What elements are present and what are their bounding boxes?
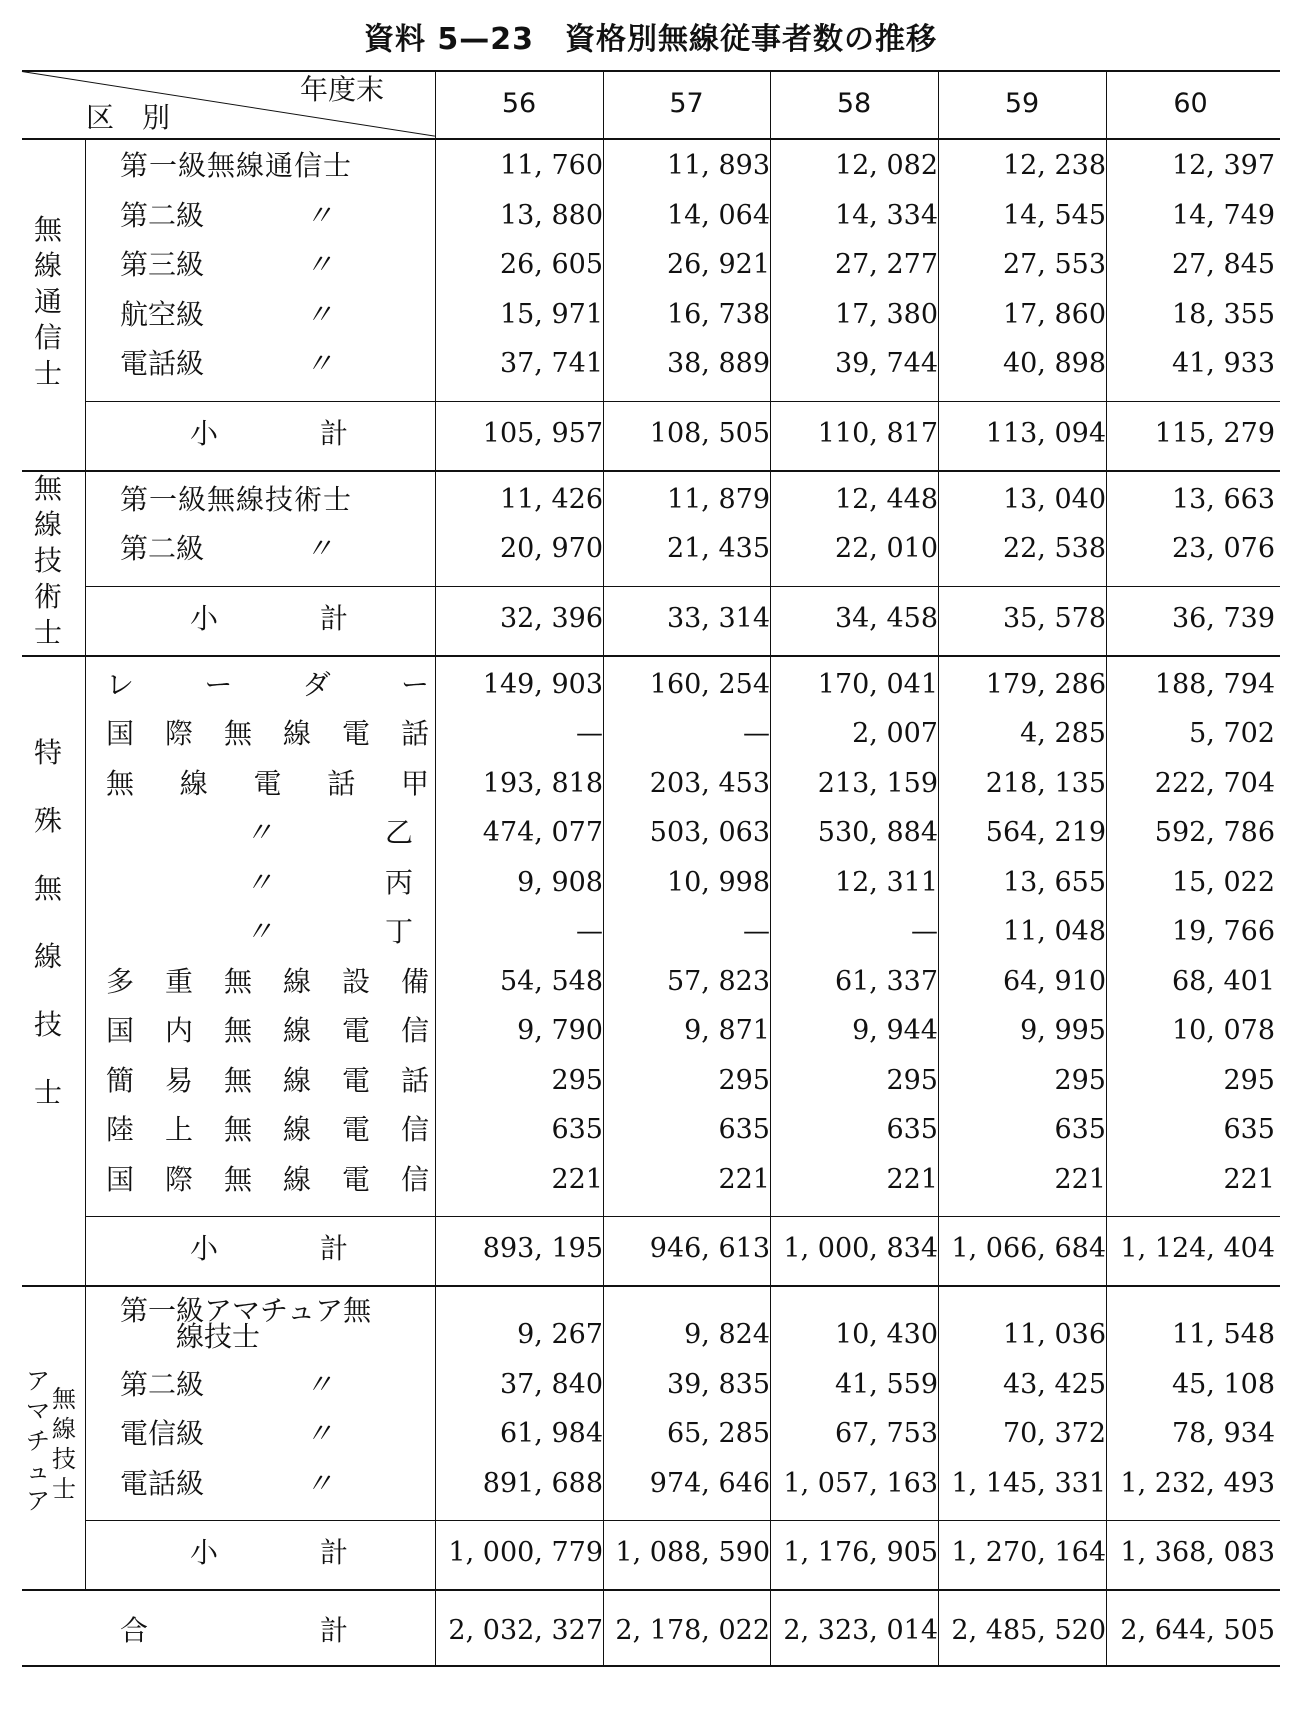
row-value-58: 39, 744 <box>834 348 938 379</box>
row-label: 第二級 <box>120 198 205 232</box>
group-label-char: 線 <box>33 248 62 282</box>
row-label-char: 無 <box>224 717 253 750</box>
row-label-char: 国 <box>106 1162 135 1196</box>
row-value-57: 9, 871 <box>684 1015 770 1046</box>
row-rule <box>22 138 1280 140</box>
row-value-59: 635 <box>1054 1114 1106 1145</box>
row-value-58: 12, 082 <box>834 150 938 181</box>
row-value-60: 68, 401 <box>1171 965 1275 997</box>
row-value-56: 26, 605 <box>499 249 603 280</box>
row-value-58: 1, 057, 163 <box>783 1467 938 1499</box>
row-value-60: 12, 397 <box>1171 150 1275 181</box>
row-value-59: 13, 655 <box>1002 866 1106 898</box>
row-label-char: ー <box>401 667 430 701</box>
row-value-59: 11, 048 <box>1002 916 1106 947</box>
row-value-56: 11, 426 <box>499 483 603 515</box>
subtotal-label-b: 計 <box>320 601 349 635</box>
row-value-58: — <box>911 916 938 947</box>
row-label-char: 電 <box>342 1162 371 1196</box>
row-value-57: 26, 921 <box>666 249 770 280</box>
total-label-a: 合 <box>120 1614 149 1647</box>
row-rule <box>85 586 1280 587</box>
row-label: 第一級アマチュア無 <box>120 1294 372 1327</box>
total-label-b: 計 <box>320 1614 349 1647</box>
row-rule <box>22 655 1280 657</box>
row-label-char: 信 <box>401 1014 430 1047</box>
row-value-59: 564, 219 <box>985 817 1106 848</box>
row-value-56: 37, 840 <box>499 1368 603 1400</box>
row-value-58: 17, 380 <box>834 298 938 330</box>
row-label-char: 話 <box>401 1063 430 1097</box>
row-label-char: 線 <box>283 964 312 998</box>
row-value-59: 13, 040 <box>1002 483 1106 515</box>
row-value-57: 221 <box>718 1163 770 1195</box>
row-label-char: 電 <box>342 1063 371 1097</box>
row-value-56: 9, 790 <box>517 1015 603 1046</box>
row-ditto: 〃 <box>305 297 334 331</box>
row-value-58: 22, 010 <box>834 533 938 564</box>
group-label-char: 殊 <box>33 803 62 837</box>
row-ditto: 〃 <box>305 248 334 281</box>
row-value-57: 21, 435 <box>666 533 770 564</box>
row-value-60: 13, 663 <box>1171 483 1275 515</box>
row-label-char: 備 <box>401 964 430 998</box>
group-label-char: 技 <box>52 1445 76 1473</box>
subtotal-value-56: 1, 000, 779 <box>448 1537 603 1568</box>
row-label-char: 電 <box>253 766 282 800</box>
row-value-58: 9, 944 <box>852 1015 938 1046</box>
row-ditto: 〃 <box>305 532 334 565</box>
total-value-56: 2, 032, 327 <box>448 1615 603 1646</box>
row-label: 電信級 <box>120 1417 205 1450</box>
row-label-cont: 線技士 <box>176 1320 261 1353</box>
row-value-56: 9, 908 <box>517 866 603 898</box>
row-label: 第一級無線技術士 <box>120 482 353 516</box>
row-rule <box>22 1665 1280 1667</box>
row-value-60: 635 <box>1223 1114 1275 1145</box>
group-label-char: 技 <box>33 1007 62 1041</box>
row-value-60: 18, 355 <box>1171 298 1275 330</box>
subtotal-label-a: 小 <box>190 601 219 635</box>
group-label-char: 無 <box>33 212 62 246</box>
row-value-58: 12, 448 <box>834 483 938 515</box>
total-value-59: 2, 485, 520 <box>951 1615 1106 1646</box>
subtotal-value-60: 1, 124, 404 <box>1120 1233 1275 1264</box>
row-label: 丁 <box>385 915 414 948</box>
subtotal-value-58: 110, 817 <box>817 417 938 449</box>
subtotal-value-56: 893, 195 <box>482 1233 603 1264</box>
row-value-56: 149, 903 <box>482 668 603 700</box>
row-label-char: 際 <box>165 717 194 750</box>
group-label-char: 無 <box>52 1385 76 1413</box>
row-label-char: 電 <box>342 1113 371 1146</box>
group-label-char: 線 <box>52 1415 76 1443</box>
total-value-57: 2, 178, 022 <box>615 1615 770 1646</box>
subtotal-value-57: 108, 505 <box>649 417 770 449</box>
row-label: 丙 <box>385 865 414 899</box>
row-label: 航空級 <box>120 297 205 331</box>
group-label-char: 線 <box>33 939 62 973</box>
row-value-58: 530, 884 <box>817 817 938 848</box>
row-value-57: 38, 889 <box>666 348 770 379</box>
row-label-char: 無 <box>224 1014 253 1047</box>
subtotal-label-a: 小 <box>190 1232 219 1265</box>
row-value-60: 10, 078 <box>1171 1015 1275 1046</box>
row-value-58: 12, 311 <box>834 866 938 898</box>
subtotal-value-57: 946, 613 <box>649 1233 770 1264</box>
row-label-char: レ <box>106 667 135 701</box>
row-value-58: 41, 559 <box>834 1368 938 1400</box>
row-label-char: 国 <box>106 717 135 750</box>
row-value-60: 14, 749 <box>1171 199 1275 231</box>
row-value-60: 188, 794 <box>1154 668 1275 700</box>
row-value-60: 1, 232, 493 <box>1120 1467 1275 1499</box>
row-rule <box>85 1520 1280 1521</box>
row-label-char: 線 <box>283 1014 312 1047</box>
row-value-56: 11, 760 <box>499 150 603 181</box>
subtotal-value-58: 1, 000, 834 <box>783 1233 938 1264</box>
row-label-char: 話 <box>327 766 356 800</box>
row-label-char: 電 <box>342 717 371 750</box>
row-value-60: 295 <box>1223 1064 1275 1096</box>
row-value-57: 9, 824 <box>684 1319 770 1350</box>
row-rule <box>22 1285 1280 1287</box>
row-label-char: 線 <box>283 1063 312 1097</box>
row-value-57: 65, 285 <box>666 1418 770 1449</box>
row-value-58: 27, 277 <box>834 249 938 280</box>
row-value-56: — <box>576 718 603 749</box>
row-value-56: 54, 548 <box>499 965 603 997</box>
row-value-56: 61, 984 <box>499 1418 603 1449</box>
row-value-58: 170, 041 <box>817 668 938 700</box>
row-value-59: 4, 285 <box>1020 718 1106 749</box>
header-year-56: 56 <box>501 88 537 119</box>
row-value-58: 14, 334 <box>834 199 938 231</box>
subtotal-value-59: 113, 094 <box>985 417 1106 449</box>
row-value-56: 635 <box>551 1114 603 1145</box>
row-label-char: 簡 <box>106 1063 135 1097</box>
group-label-char: ュ <box>26 1457 50 1485</box>
row-value-60: 222, 704 <box>1154 767 1275 799</box>
row-value-56: 13, 880 <box>499 199 603 231</box>
row-ditto: 〃 <box>245 915 274 948</box>
row-ditto: 〃 <box>305 1367 334 1401</box>
row-ditto: 〃 <box>305 1466 334 1500</box>
column-rule <box>435 70 436 1665</box>
group-label-char: マ <box>26 1397 50 1425</box>
row-rule <box>85 1216 1280 1217</box>
subtotal-value-60: 1, 368, 083 <box>1120 1537 1275 1568</box>
row-label: 電話級 <box>120 347 205 380</box>
subtotal-label-b: 計 <box>320 1536 349 1569</box>
row-label-char: 線 <box>179 766 208 800</box>
row-value-58: 295 <box>886 1064 938 1096</box>
row-label-char: 際 <box>165 1162 194 1196</box>
row-value-57: 57, 823 <box>666 965 770 997</box>
group-label-char: 士 <box>33 1075 62 1109</box>
row-label-char: 国 <box>106 1014 135 1047</box>
row-rule <box>22 1589 1280 1591</box>
row-label-char: 無 <box>224 1162 253 1196</box>
column-rule <box>603 70 604 1665</box>
row-value-59: 12, 238 <box>1002 150 1106 181</box>
row-value-60: 23, 076 <box>1171 533 1275 564</box>
row-value-56: 891, 688 <box>482 1467 603 1499</box>
row-value-58: 10, 430 <box>834 1319 938 1350</box>
header-year-label: 年度末 <box>300 73 385 106</box>
group-label-char: チ <box>26 1427 50 1455</box>
row-value-60: 15, 022 <box>1171 866 1275 898</box>
subtotal-value-60: 115, 279 <box>1154 417 1275 449</box>
row-value-58: 67, 753 <box>834 1418 938 1449</box>
group-label-char: ア <box>26 1487 50 1515</box>
row-label-char: ー <box>204 667 233 701</box>
row-value-57: 203, 453 <box>649 767 770 799</box>
row-label-char: 信 <box>401 1113 430 1146</box>
row-value-56: 295 <box>551 1064 603 1096</box>
column-rule <box>1106 70 1107 1665</box>
header-year-58: 58 <box>836 88 872 119</box>
subtotal-value-58: 34, 458 <box>834 602 938 634</box>
subtotal-value-57: 1, 088, 590 <box>615 1537 770 1568</box>
row-label-char: 甲 <box>401 766 430 800</box>
row-value-58: 61, 337 <box>834 965 938 997</box>
row-value-57: 160, 254 <box>649 668 770 700</box>
row-value-56: 221 <box>551 1163 603 1195</box>
row-ditto: 〃 <box>245 816 274 849</box>
row-value-57: 10, 998 <box>666 866 770 898</box>
row-value-58: 213, 159 <box>817 767 938 799</box>
subtotal-label-b: 計 <box>320 1232 349 1265</box>
row-label: 電話級 <box>120 1466 205 1500</box>
row-value-57: — <box>743 718 770 749</box>
row-value-58: 2, 007 <box>852 718 938 749</box>
subtotal-value-59: 1, 270, 164 <box>951 1537 1106 1568</box>
row-label-char: ダ <box>302 667 331 701</box>
row-value-57: 295 <box>718 1064 770 1096</box>
row-value-59: 11, 036 <box>1002 1319 1106 1350</box>
row-value-57: 39, 835 <box>666 1368 770 1400</box>
row-value-57: 16, 738 <box>666 298 770 330</box>
row-label-char: 上 <box>165 1113 194 1146</box>
header-year-60: 60 <box>1173 88 1208 119</box>
row-value-59: 17, 860 <box>1002 298 1106 330</box>
row-label-char: 内 <box>165 1014 194 1047</box>
column-rule <box>938 70 939 1665</box>
group-label-char: 無 <box>33 472 62 505</box>
header-year-57: 57 <box>669 88 704 119</box>
row-label-char: 話 <box>401 717 430 750</box>
row-value-59: 14, 545 <box>1002 199 1106 231</box>
subtotal-value-56: 32, 396 <box>499 602 603 634</box>
row-value-60: 78, 934 <box>1171 1418 1275 1449</box>
group-label-char: 士 <box>52 1475 76 1503</box>
row-ditto: 〃 <box>305 198 334 232</box>
row-value-59: 221 <box>1054 1163 1106 1195</box>
row-value-57: — <box>743 916 770 947</box>
row-value-60: 592, 786 <box>1154 817 1275 848</box>
group-label-char: 線 <box>33 508 62 541</box>
row-label-char: 電 <box>342 1014 371 1047</box>
row-label: 第二級 <box>120 1367 205 1401</box>
row-value-59: 295 <box>1054 1064 1106 1096</box>
row-value-60: 41, 933 <box>1171 348 1275 379</box>
subtotal-value-59: 1, 066, 684 <box>951 1233 1106 1264</box>
row-label-char: 線 <box>283 1162 312 1196</box>
row-value-60: 5, 702 <box>1189 718 1275 749</box>
row-value-59: 1, 145, 331 <box>951 1467 1106 1499</box>
row-label-char: 多 <box>106 964 135 998</box>
row-value-56: 474, 077 <box>482 817 603 848</box>
row-label: 第一級無線通信士 <box>120 149 353 182</box>
row-ditto: 〃 <box>305 1417 334 1450</box>
header-year-59: 59 <box>1004 88 1040 119</box>
row-value-57: 635 <box>718 1114 770 1145</box>
total-value-58: 2, 323, 014 <box>783 1615 938 1646</box>
row-label-char: 線 <box>283 717 312 750</box>
group-label-char: 通 <box>33 284 62 318</box>
column-rule <box>85 138 86 1589</box>
row-value-56: 193, 818 <box>482 767 603 799</box>
row-value-59: 70, 372 <box>1002 1418 1106 1449</box>
row-value-59: 64, 910 <box>1002 965 1106 997</box>
page-title: 資料 5—23 資格別無線従事者数の推移 <box>363 22 938 57</box>
row-value-57: 11, 879 <box>666 483 770 515</box>
group-label-char: 士 <box>33 616 62 649</box>
row-value-60: 19, 766 <box>1171 916 1275 947</box>
column-rule <box>770 70 771 1665</box>
row-value-56: 20, 970 <box>499 533 603 564</box>
row-value-58: 635 <box>886 1114 938 1145</box>
row-value-57: 503, 063 <box>649 817 770 848</box>
group-label-char: ア <box>26 1367 50 1395</box>
row-value-60: 45, 108 <box>1171 1368 1275 1400</box>
row-label-char: 無 <box>224 1113 253 1146</box>
row-label-char: 無 <box>224 1063 253 1097</box>
row-value-56: 15, 971 <box>499 298 603 330</box>
row-value-59: 22, 538 <box>1002 533 1106 564</box>
row-ditto: 〃 <box>305 347 334 380</box>
row-label-char: 線 <box>283 1113 312 1146</box>
subtotal-value-59: 35, 578 <box>1002 602 1106 634</box>
subtotal-value-57: 33, 314 <box>666 602 770 634</box>
row-label-char: 易 <box>165 1063 194 1097</box>
row-value-59: 40, 898 <box>1002 348 1106 379</box>
row-rule <box>85 401 1280 402</box>
row-value-56: 37, 741 <box>499 348 603 379</box>
row-label-char: 無 <box>224 964 253 998</box>
subtotal-value-58: 1, 176, 905 <box>783 1537 938 1568</box>
row-value-59: 179, 286 <box>985 668 1106 700</box>
row-label-char: 重 <box>165 964 194 998</box>
subtotal-label-a: 小 <box>190 1536 219 1569</box>
row-ditto: 〃 <box>245 865 274 899</box>
subtotal-value-60: 36, 739 <box>1171 602 1275 634</box>
group-label-char: 技 <box>33 544 62 577</box>
row-rule <box>22 70 1280 72</box>
row-label-char: 信 <box>401 1162 430 1196</box>
row-rule <box>22 470 1280 472</box>
row-value-59: 27, 553 <box>1002 249 1106 280</box>
row-value-57: 14, 064 <box>666 199 770 231</box>
row-value-56: — <box>576 916 603 947</box>
subtotal-label-a: 小 <box>190 416 219 450</box>
row-value-57: 974, 646 <box>649 1467 770 1499</box>
row-value-56: 9, 267 <box>517 1319 603 1350</box>
subtotal-label-b: 計 <box>320 416 349 450</box>
row-label: 第二級 <box>120 532 205 565</box>
header-category-label: 区 別 <box>86 101 171 134</box>
row-label-char: 設 <box>342 964 371 998</box>
row-label-char: 陸 <box>106 1113 135 1146</box>
row-value-59: 43, 425 <box>1002 1368 1106 1400</box>
row-value-57: 11, 893 <box>666 150 770 181</box>
subtotal-value-56: 105, 957 <box>482 417 603 449</box>
row-label-char: 無 <box>106 766 135 800</box>
group-label-char: 信 <box>33 320 62 354</box>
group-label-char: 無 <box>33 871 62 905</box>
row-value-60: 11, 548 <box>1171 1319 1275 1350</box>
total-value-60: 2, 644, 505 <box>1120 1615 1275 1646</box>
group-label-char: 術 <box>33 580 62 613</box>
row-value-60: 27, 845 <box>1171 249 1275 280</box>
row-value-60: 221 <box>1223 1163 1275 1195</box>
row-value-59: 9, 995 <box>1020 1015 1106 1046</box>
row-label: 乙 <box>385 816 414 849</box>
row-value-59: 218, 135 <box>985 767 1106 799</box>
group-label-char: 士 <box>33 356 62 390</box>
group-label-char: 特 <box>33 735 62 769</box>
row-label: 第三級 <box>120 248 205 281</box>
row-value-58: 221 <box>886 1163 938 1195</box>
